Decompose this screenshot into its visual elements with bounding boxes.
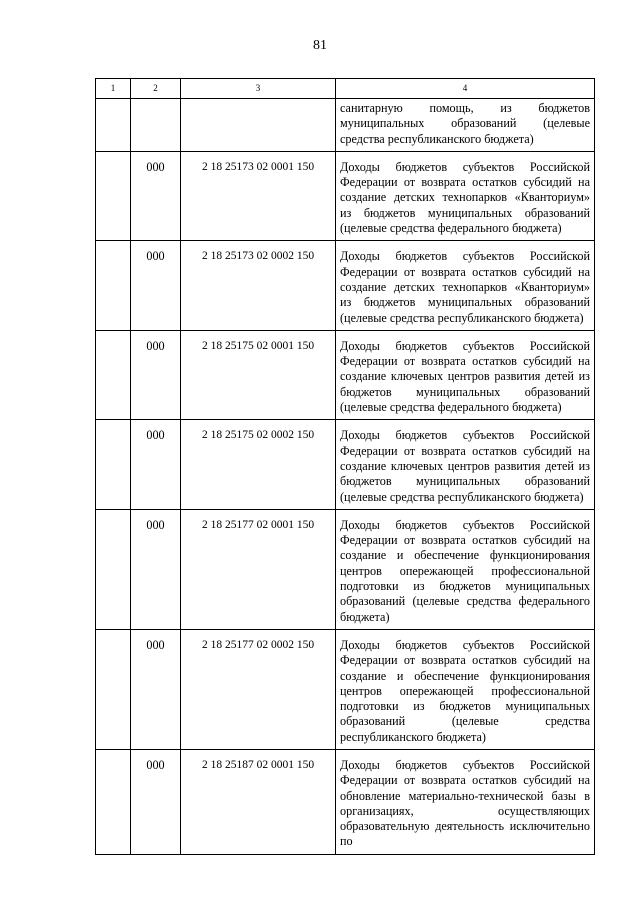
table-row (96, 420, 595, 509)
cell-col1 (96, 151, 131, 240)
cell-description: Доходы бюджетов субъектов Российской Федерации от возврата остатков субсидий на создание и обеспечение функционирования центров опережающей профессиональной подготовки из бюджетов муниципальных образований (целевые средства федерального бюджета) (336, 509, 595, 629)
cell-col1 (96, 749, 131, 854)
header-cell-4: 4 (336, 79, 595, 99)
cell-kbk-code: 2 18 25173 02 0002 150 (181, 241, 336, 330)
cell-kbk-code: 2 18 25173 02 0001 150 (181, 151, 336, 240)
cell-col1 (96, 99, 131, 152)
header-cell-1: 1 (96, 79, 131, 99)
cell-description: Доходы бюджетов субъектов Российской Федерации от возврата остатков субсидий на создание детских технопарков «Кванториум» из бюджетов муниципальных образований (целевые средства федерального бюджета) (336, 151, 595, 240)
page-number: 81 (313, 38, 327, 53)
cell-admin-code: 000 (131, 330, 181, 419)
cell-col1 (96, 241, 131, 330)
cell-description: санитарную помощь, из бюджетов муниципальных образований (целевые средства республиканского бюджета) (336, 99, 595, 152)
cell-col1 (96, 629, 131, 749)
table-row (96, 99, 595, 152)
cell-admin-code: 000 (131, 629, 181, 749)
table-header-row (96, 79, 595, 99)
cell-description: Доходы бюджетов субъектов Российской Федерации от возврата остатков субсидий на создание детских технопарков «Кванториум» из бюджетов муниципальных образований (целевые средства республиканского бюджета) (336, 241, 595, 330)
cell-description: Доходы бюджетов субъектов Российской Федерации от возврата остатков субсидий на создание ключевых центров развития детей из бюджетов муниципальных образований (целевые средства федерального бюджета) (336, 330, 595, 419)
table-row (96, 749, 595, 854)
cell-admin-code: 000 (131, 509, 181, 629)
cell-kbk-code: 2 18 25187 02 0001 150 (181, 749, 336, 854)
cell-kbk-code: 2 18 25177 02 0001 150 (181, 509, 336, 629)
table-row (96, 509, 595, 629)
budget-classification-table (95, 78, 595, 855)
cell-kbk-code (181, 99, 336, 152)
cell-admin-code (131, 99, 181, 152)
header-cell-2: 2 (131, 79, 181, 99)
cell-admin-code: 000 (131, 151, 181, 240)
cell-col1 (96, 509, 131, 629)
table-row (96, 629, 595, 749)
cell-kbk-code: 2 18 25177 02 0002 150 (181, 629, 336, 749)
table-row (96, 241, 595, 330)
cell-kbk-code: 2 18 25175 02 0002 150 (181, 420, 336, 509)
cell-admin-code: 000 (131, 241, 181, 330)
cell-admin-code: 000 (131, 420, 181, 509)
cell-description: Доходы бюджетов субъектов Российской Федерации от возврата остатков субсидий на создание и обеспечение функционирования центров опережающей профессиональной подготовки из бюджетов муниципальных образований (целевые средства республиканского бюджета) (336, 629, 595, 749)
table-row (96, 151, 595, 240)
cell-admin-code: 000 (131, 749, 181, 854)
table-row (96, 330, 595, 419)
cell-kbk-code: 2 18 25175 02 0001 150 (181, 330, 336, 419)
cell-col1 (96, 420, 131, 509)
cell-col1 (96, 330, 131, 419)
cell-description: Доходы бюджетов субъектов Российской Федерации от возврата остатков субсидий на создание ключевых центров развития детей из бюджетов муниципальных образований (целевые средства республиканского бюджета) (336, 420, 595, 509)
header-cell-3: 3 (181, 79, 336, 99)
cell-description: Доходы бюджетов субъектов Российской Федерации от возврата остатков субсидий на обновление материально-технической базы в организациях, осуществляющих образовательную деятельность исключительно по (336, 749, 595, 854)
